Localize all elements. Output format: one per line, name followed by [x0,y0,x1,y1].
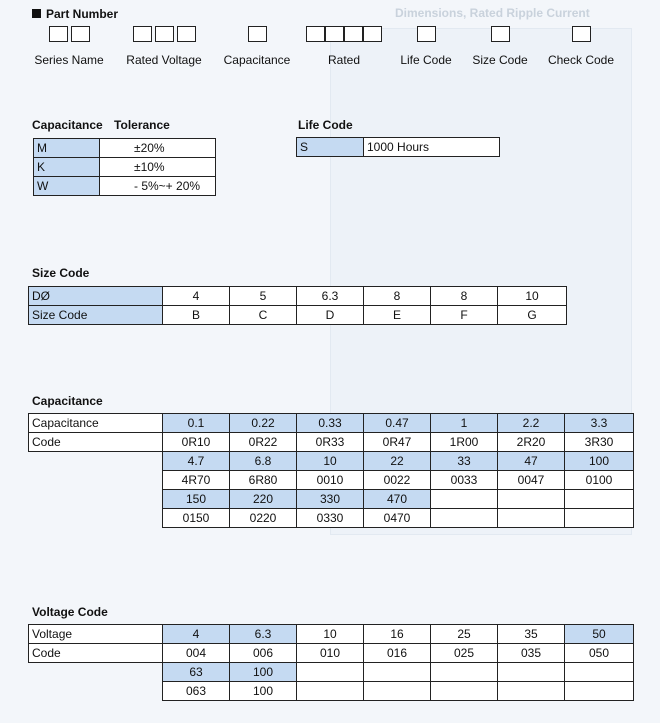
tolerance-value: ±10% [100,158,216,177]
capacitance-value-cell: 22 [364,452,431,471]
code-box [155,26,174,42]
part-group-life-code [392,26,460,67]
part-group-label: Life Code [400,53,452,67]
voltage-code-cell: 006 [230,644,297,663]
code-box [133,26,152,42]
size-diameter-cell: 8 [431,287,498,306]
empty-cell [565,682,634,701]
spacer-cell [29,663,163,682]
life-code-table [296,137,500,157]
code-box [344,26,363,42]
empty-cell [364,663,431,682]
voltage-code-label: Code [29,644,163,663]
life-code-title: Life Code [298,118,353,132]
table-row [29,625,634,644]
empty-cell [431,490,498,509]
part-number-title [32,7,118,21]
table-row [29,644,634,663]
voltage-code-cell: 100 [230,682,297,701]
table-row [29,433,634,452]
voltage-value-cell: 16 [364,625,431,644]
table-row [297,138,500,157]
capacitance-code-cell: 3R30 [565,433,634,452]
table-row [29,306,567,325]
tolerance-value: ±20% [100,139,216,158]
empty-cell [431,509,498,528]
cap-tolerance-title [32,118,170,132]
capacitance-code-label: Code [29,433,163,452]
voltage-value-cell: 25 [431,625,498,644]
capacitance-code-cell: 0150 [163,509,230,528]
capacitance-code-cell: 0010 [297,471,364,490]
spacer-cell [29,452,163,471]
part-group-label: Rated [327,53,361,67]
table-row [29,509,634,528]
capacitance-value-cell: 2.2 [498,414,565,433]
table-row [29,490,634,509]
size-diameter-cell: 6.3 [297,287,364,306]
size-code-cell: G [498,306,567,325]
capacitance-value-cell: 1 [431,414,498,433]
voltage-value-cell: 6.3 [230,625,297,644]
code-box [49,26,68,42]
part-group-label: Size Code [472,53,528,67]
capacitance-code-cell: 0022 [364,471,431,490]
table-row [29,414,634,433]
capacitance-value-cell: 3.3 [565,414,634,433]
part-group-label: Check Code [547,53,615,67]
table-row [29,471,634,490]
tolerance-code: K [34,158,100,177]
voltage-code-table [28,624,634,701]
size-code-title: Size Code [32,266,90,280]
capacitance-code-cell: 0047 [498,471,565,490]
spacer-cell [29,509,163,528]
capacitance-title: Capacitance [32,394,103,408]
empty-cell [498,663,565,682]
table-row [29,663,634,682]
capacitance-code-cell: 0R33 [297,433,364,452]
capacitance-code-cell: 0220 [230,509,297,528]
spacer-cell [29,471,163,490]
voltage-value-label: Voltage [29,625,163,644]
empty-cell [431,682,498,701]
code-box [306,26,325,42]
part-group-capacitance [218,26,296,67]
capacitance-code-cell: 0330 [297,509,364,528]
capacitance-code-cell: 4R70 [163,471,230,490]
code-box [417,26,436,42]
life-code-code: S [297,138,364,157]
table-row [29,287,567,306]
part-group-rated-voltage [118,26,210,67]
voltage-code-cell: 035 [498,644,565,663]
voltage-code-cell: 050 [565,644,634,663]
part-group-size-code [466,26,534,67]
part-group-series-name [30,26,108,67]
empty-cell [297,682,364,701]
capacitance-value-label: Capacitance [29,414,163,433]
tolerance-code: W [34,177,100,196]
capacitance-code-cell: 0R47 [364,433,431,452]
size-code-cell: C [230,306,297,325]
capacitance-value-cell: 0.33 [297,414,364,433]
empty-cell [297,663,364,682]
capacitance-code-cell: 0470 [364,509,431,528]
table-row [29,452,634,471]
part-group-rated [300,26,388,67]
code-box [248,26,267,42]
capacitance-value-cell: 470 [364,490,431,509]
capacitance-code-cell: 6R80 [230,471,297,490]
voltage-value-cell: 50 [565,625,634,644]
capacitance-value-cell: 0.47 [364,414,431,433]
size-code-cell: D [297,306,364,325]
voltage-value-cell: 10 [297,625,364,644]
size-code-label: Size Code [29,306,163,325]
square-bullet-icon [32,9,41,18]
voltage-code-cell: 010 [297,644,364,663]
capacitance-value-cell: 6.8 [230,452,297,471]
empty-cell [565,663,634,682]
spacer-cell [29,490,163,509]
tolerance-value: - 5%~+ 20% [100,177,216,196]
table-row [34,177,216,196]
capacitance-code-cell: 0R10 [163,433,230,452]
part-number-title-text: Part Number [46,7,119,21]
code-box [363,26,382,42]
code-box [572,26,591,42]
empty-cell [565,509,634,528]
capacitance-code-cell: 1R00 [431,433,498,452]
size-diameter-cell: 8 [364,287,431,306]
empty-cell [364,682,431,701]
empty-cell [431,663,498,682]
size-diameter-cell: 10 [498,287,567,306]
capacitance-value-cell: 100 [565,452,634,471]
capacitance-code-cell: 0R22 [230,433,297,452]
voltage-code-cell: 063 [163,682,230,701]
empty-cell [498,682,565,701]
cap-tolerance-table [33,138,216,196]
voltage-value-cell: 100 [230,663,297,682]
size-code-cell: B [163,306,230,325]
voltage-code-cell: 004 [163,644,230,663]
cap-tolerance-title-cap: Capacitance [32,118,103,132]
part-group-label: Rated Voltage [126,53,202,67]
voltage-code-cell: 016 [364,644,431,663]
capacitance-table [28,413,634,528]
cap-tolerance-title-tol: Tolerance [114,118,170,132]
background-bleed-through-title: Dimensions, Rated Ripple Current [395,6,590,20]
voltage-code-cell: 025 [431,644,498,663]
spacer-cell [29,682,163,701]
part-group-label: Capacitance [223,53,291,67]
capacitance-value-cell: 47 [498,452,565,471]
life-code-value: 1000 Hours [364,138,500,157]
size-code-table [28,286,567,325]
capacitance-value-cell: 0.1 [163,414,230,433]
part-group-label: Series Name [34,53,104,67]
capacitance-value-cell: 10 [297,452,364,471]
code-box [71,26,90,42]
size-diameter-cell: 5 [230,287,297,306]
empty-cell [565,490,634,509]
capacitance-value-cell: 330 [297,490,364,509]
code-box [325,26,344,42]
capacitance-code-cell: 2R20 [498,433,565,452]
capacitance-value-cell: 33 [431,452,498,471]
voltage-code-title: Voltage Code [32,605,108,619]
code-box [177,26,196,42]
capacitance-value-cell: 150 [163,490,230,509]
empty-cell [498,509,565,528]
size-code-cell: E [364,306,431,325]
size-diameter-label: DØ [29,287,163,306]
capacitance-value-cell: 0.22 [230,414,297,433]
capacitance-code-cell: 0033 [431,471,498,490]
tolerance-code: M [34,139,100,158]
code-box [491,26,510,42]
voltage-value-cell: 4 [163,625,230,644]
capacitance-code-cell: 0100 [565,471,634,490]
voltage-value-cell: 63 [163,663,230,682]
table-row [34,158,216,177]
voltage-value-cell: 35 [498,625,565,644]
capacitance-value-cell: 4.7 [163,452,230,471]
table-row [29,682,634,701]
size-code-cell: F [431,306,498,325]
part-group-check-code [542,26,620,67]
capacitance-value-cell: 220 [230,490,297,509]
size-diameter-cell: 4 [163,287,230,306]
table-row [34,139,216,158]
empty-cell [498,490,565,509]
